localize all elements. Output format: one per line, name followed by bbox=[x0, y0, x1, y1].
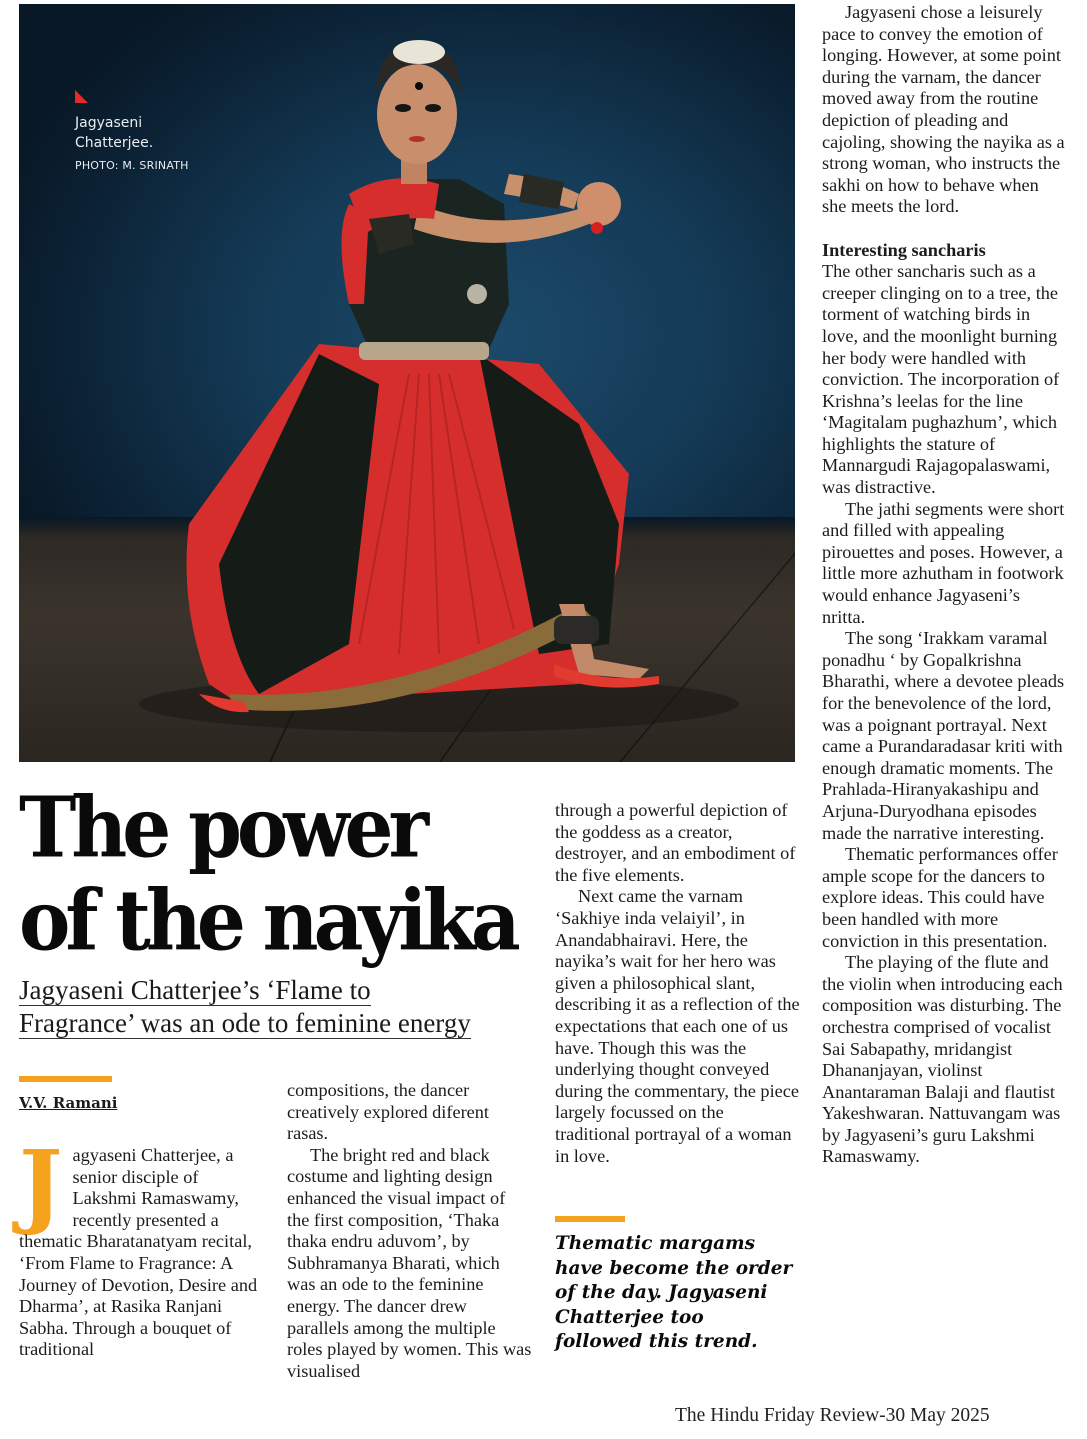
paragraph-text: agyaseni Chatterjee, a senior disciple of Lakshmi Ramaswamy, recently presented a thematic Bharatanatyam recital, ‘From Flame to Fragrance: A Journey of Devotion, Desire and Dharma’, at Rasika Ranjani Sabha. Through a bouquet of traditional bbox=[19, 1145, 258, 1360]
photo-caption bbox=[75, 90, 189, 172]
source-footer: The Hindu Friday Review-30 May 2025 bbox=[675, 1405, 990, 1426]
paragraph-spacer bbox=[822, 218, 1067, 240]
byline-author[interactable]: V.V. Ramani bbox=[19, 1094, 118, 1112]
article-paragraph: The bright red and black costume and lighting design enhanced the visual impact of the first composition, ‘Thaka thaka endru aduvom’, by Subhramanya Bharati, which was an ode to the feminine energy. The dancer drew parallels among the multiple roles played by women. This was visualised bbox=[287, 1144, 532, 1381]
pullquote-accent-bar bbox=[555, 1216, 625, 1222]
section-subheading: Interesting sancharis bbox=[822, 239, 986, 260]
article-paragraph: The other sancharis such as a creeper clinging on to a tree, the torment of watching birds in love, and the moonlight burning her body were handled with conviction. The incorporation of Krishna’s leelas for the line ‘Magitalam pughazhum’, which highlights the stature of Mannargudi Rajagopalaswami, was distractive. bbox=[822, 261, 1060, 498]
headline-line-2: of the nayika bbox=[19, 872, 516, 970]
article-paragraph: The song ‘Irakkam varamal ponadhu ‘ by Gopalkrishna Bharathi, where a devotee pleads for the benevolence of the lord, was a poignant portrayal. Next came a Purandaradasar kriti with enough dramatic moments. The Prahlada-Hiranyakashipu and Arjuna-Duryodhana episodes made the narrative interesting. bbox=[822, 628, 1065, 843]
article-column-3 bbox=[555, 800, 803, 1167]
article-paragraph: Jagyaseni chose a leisurely pace to convey the emotion of longing. However, at some point during the varnam, the dancer moved away from the routine depiction of pleading and cajoling, showing the nayika as a strong woman, who instructs the sakhi on how to behave when she meets the lord. bbox=[822, 2, 1065, 217]
article-paragraph: The jathi segments were short and filled with appealing pirouettes and poses. However, a little more azhutham in footwork would enhance Jagyaseni’s nritta. bbox=[822, 498, 1065, 627]
caption-marker-icon bbox=[75, 90, 88, 103]
dropcap-letter: J bbox=[19, 1130, 63, 1238]
standfirst-line-1: Jagyaseni Chatterjee’s ‘Flame to bbox=[19, 975, 371, 1005]
article-column-4 bbox=[822, 2, 1067, 1168]
article-paragraph: compositions, the dancer creatively explored diferent rasas. bbox=[287, 1080, 490, 1144]
article-column-2 bbox=[287, 1080, 532, 1382]
article-column-1 bbox=[19, 1130, 264, 1361]
article-headline bbox=[19, 779, 539, 970]
headline-line-1: The power bbox=[19, 779, 425, 878]
pull-quote: Thematic margams have become the order of the day. Jagyaseni Chatterjee too followed this trend. bbox=[555, 1233, 793, 1352]
caption-name: Jagyaseni Chatterjee. bbox=[75, 115, 154, 151]
article-paragraph: Next came the varnam ‘Sakhiye inda velaiyil’, in Anandabhairavi. Here, the nayika’s wait for her hero was given a philosophical slant, describing it as a reflection of the expectations that each one of us have. Though this was the underlying thought conveyed during the commentary, the piece largely focussed on the traditional portrayal of a woman in love. bbox=[555, 886, 800, 1166]
article-paragraph bbox=[19, 1130, 264, 1361]
standfirst-line-2: Fragrance’ was an ode to feminine energy bbox=[19, 1008, 471, 1038]
photo-credit: PHOTO: M. SRINATH bbox=[75, 159, 189, 172]
article-paragraph: The playing of the flute and the violin when introducing each composition was disturbing. The orchestra comprised of vocalist Sai Sabapathy, mridangist Dhananjayan, violinst Anantaraman Balaji and flautist Yakeshwaran. Nattuvangam was by Jagyaseni’s guru Lakshmi Ramaswamy. bbox=[822, 952, 1063, 1167]
article-paragraph: through a powerful depiction of the goddess as a creator, destroyer, and an embodiment of the five elements. bbox=[555, 800, 796, 885]
dancer-photo bbox=[19, 4, 795, 762]
article-standfirst bbox=[19, 974, 534, 1040]
byline-accent-bar bbox=[19, 1076, 112, 1082]
article-paragraph: Thematic performances offer ample scope for the dancers to explore ideas. This could have been handled with more conviction in this presentation. bbox=[822, 844, 1058, 951]
